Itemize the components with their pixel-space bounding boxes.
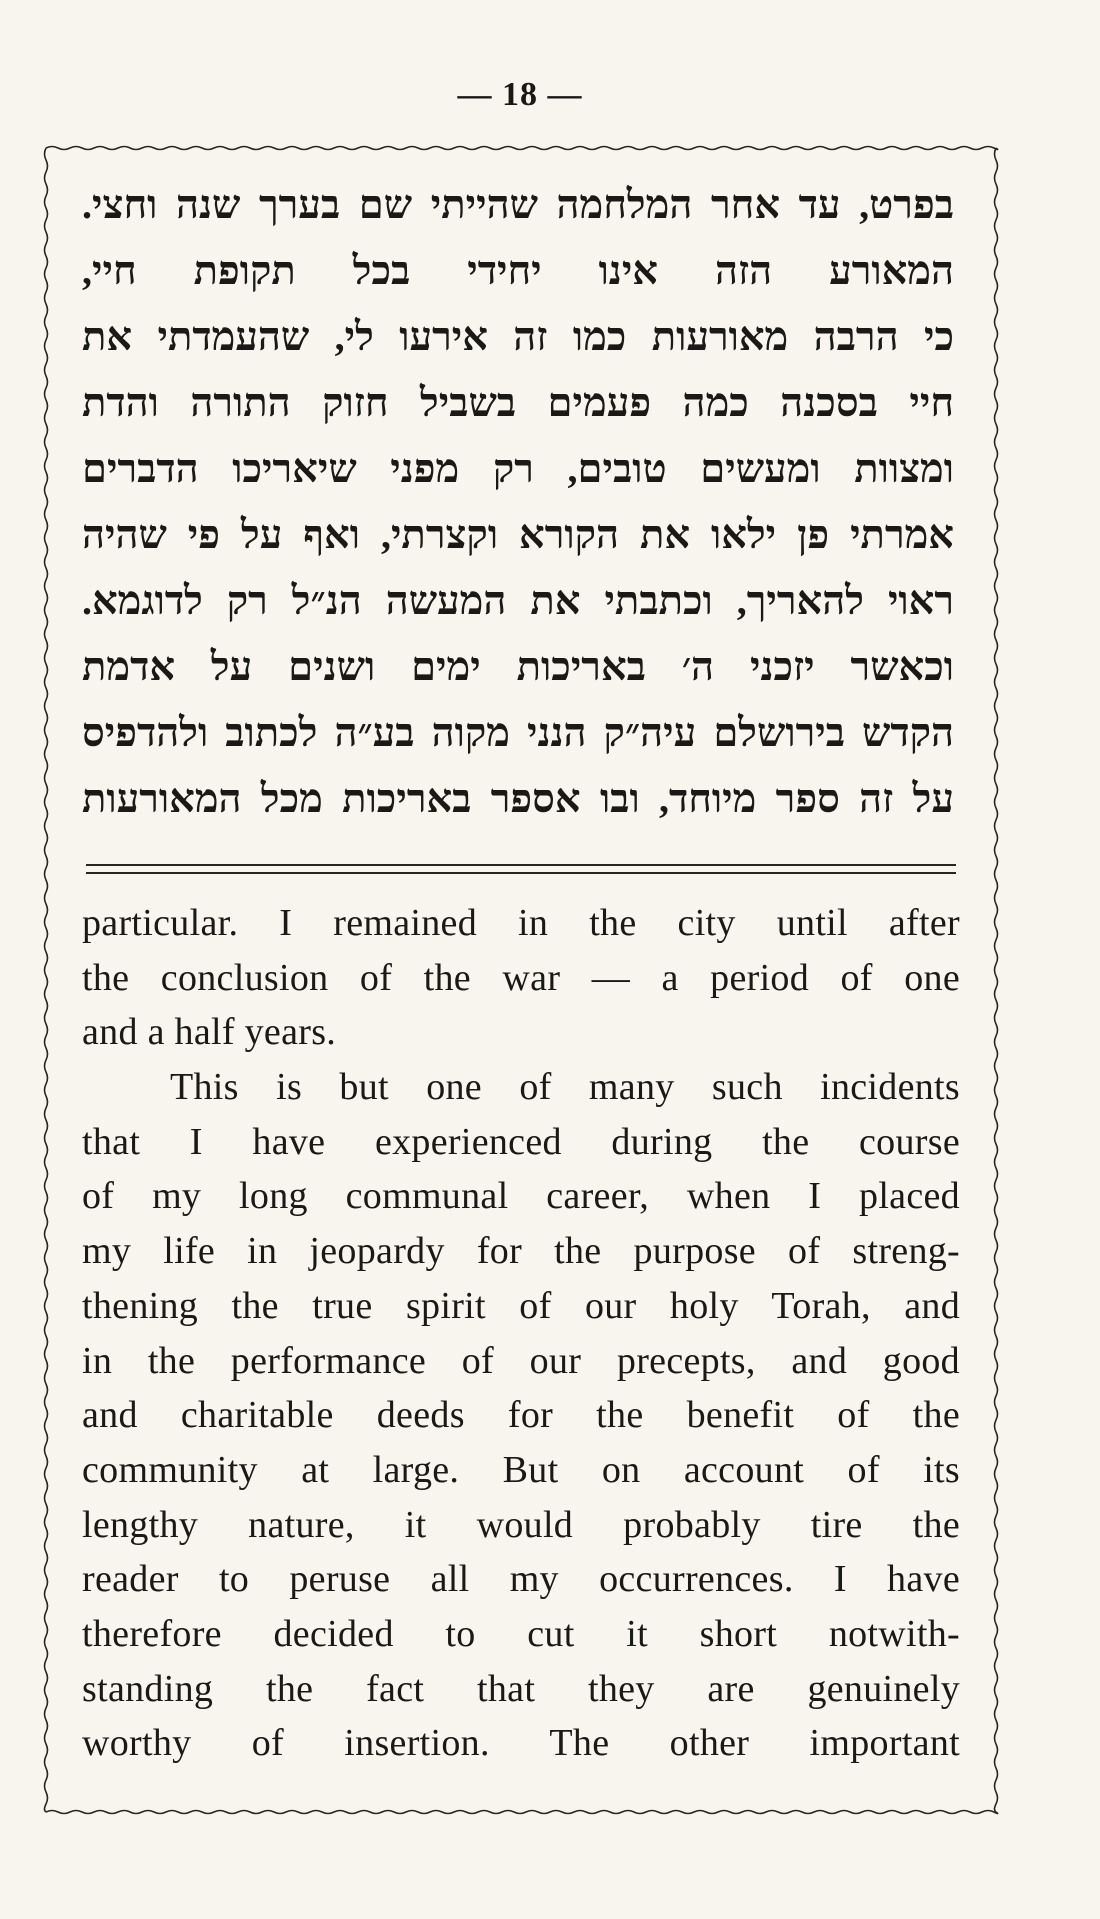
english-line: This is but one of many such incidents xyxy=(170,1066,960,1109)
english-line: therefore decided to cut it short notwith- xyxy=(82,1612,960,1655)
hebrew-line: כי הרבה מאורעות כמו זה אירעו לי, שהעמדתי את xyxy=(82,314,954,359)
english-line: community at large. But on account of its xyxy=(82,1448,960,1491)
english-line: and a half years. xyxy=(82,1011,337,1054)
english-line: thening the true spirit of our holy Torah, and xyxy=(82,1284,960,1327)
hebrew-line: אמרתי פן ילאו את הקורא וקצרתי, ואף על פי שהיה xyxy=(82,512,954,557)
english-line: particular. I remained in the city until after xyxy=(82,902,960,944)
page-number: — 18 — xyxy=(457,76,583,113)
english-text-block xyxy=(82,896,960,1771)
hebrew-line: ומצוות ומעשים טובים, רק מפני שיאריכו הדברים xyxy=(82,446,954,491)
english-line: in the performance of our precepts, and good xyxy=(82,1339,960,1382)
border-wave xyxy=(46,1811,998,1814)
english-line: that I have experienced during the course xyxy=(82,1120,960,1163)
hebrew-line: הקדש בירושלם עיה״ק הנני מקוה בע״ה לכתוב ולהדפיס xyxy=(82,710,954,755)
english-line: lengthy nature, it would probably tire the xyxy=(82,1503,960,1546)
hebrew-line: חיי בסכנה כמה פעמים בשביל חזוק התורה והדת xyxy=(82,380,954,425)
border-wave xyxy=(46,147,998,150)
english-line: of my long communal career, when I placed xyxy=(82,1175,960,1218)
english-line: reader to peruse all my occurrences. I have xyxy=(82,1558,960,1601)
border-wave xyxy=(45,148,48,1812)
hebrew-line: ראוי להאריך, וכתבתי את המעשה הנ״ל רק לדוגמא. xyxy=(82,578,954,623)
divider-rule-bottom xyxy=(86,872,956,874)
english-line: worthy of insertion. The other important xyxy=(82,1722,960,1765)
english-line: and charitable deeds for the benefit of the xyxy=(82,1394,960,1437)
hebrew-line: על זה ספר מיוחד, ובו אספר באריכות מכל המאורעות xyxy=(82,776,954,821)
hebrew-text-block xyxy=(82,172,954,832)
english-line: my life in jeopardy for the purpose of streng- xyxy=(82,1230,960,1273)
border-wave xyxy=(995,148,998,1812)
english-line: the conclusion of the war — a period of one xyxy=(82,956,960,999)
hebrew-line: המאורע הזה אינו יחידי בכל תקופת חיי, xyxy=(82,248,954,293)
hebrew-line: בפרט, עד אחר המלחמה שהייתי שם בערך שנה וחצי. xyxy=(82,182,954,227)
divider-rule-top xyxy=(86,864,956,866)
english-line: standing the fact that they are genuinely xyxy=(82,1667,960,1710)
section-divider xyxy=(86,862,956,878)
hebrew-line: וכאשר יזכני ה׳ באריכות ימים ושנים על אדמת xyxy=(82,644,954,689)
